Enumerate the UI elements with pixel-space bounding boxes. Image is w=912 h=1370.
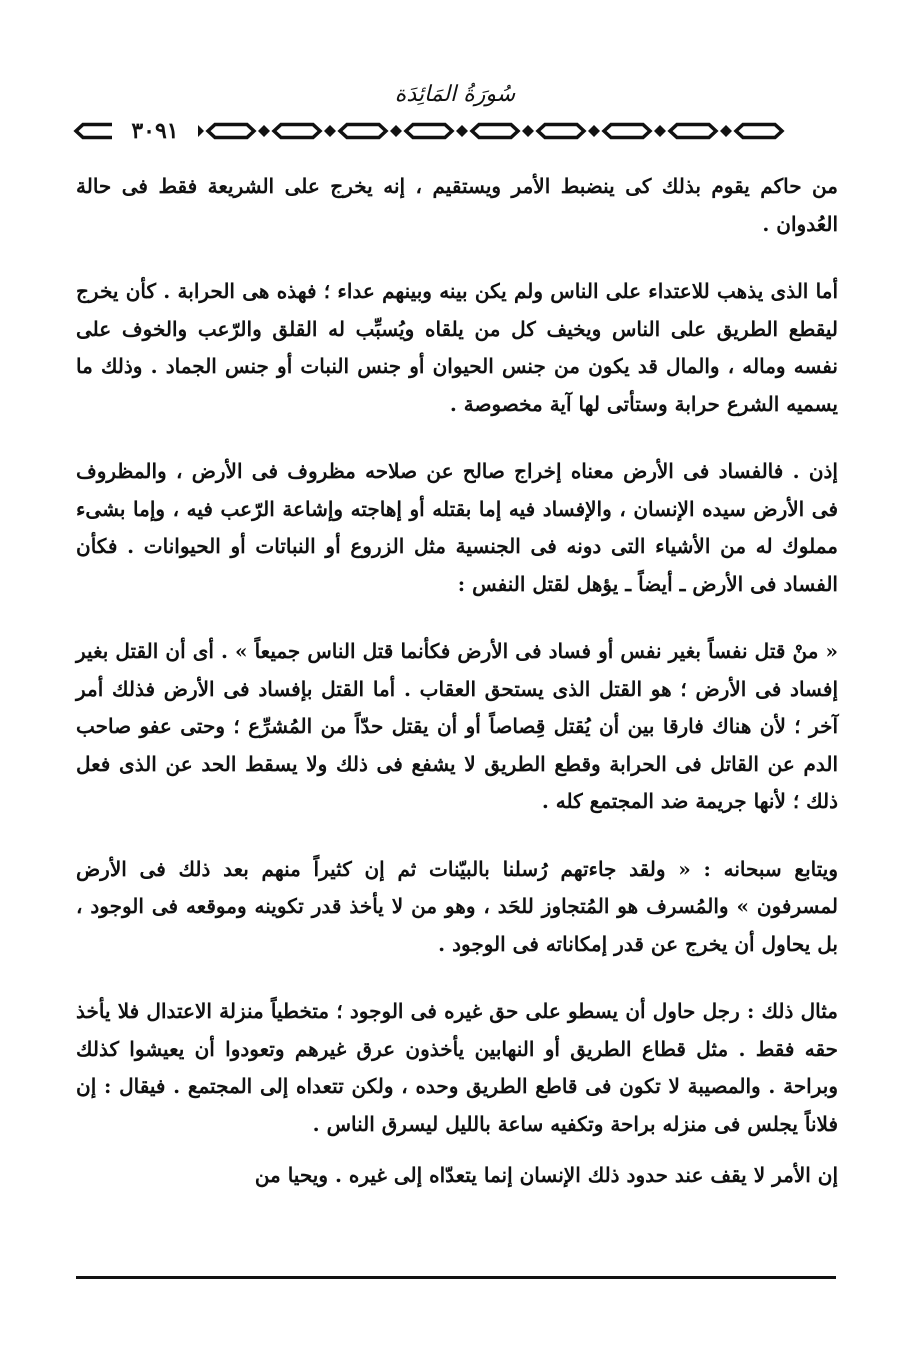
chain-link: [208, 125, 254, 138]
surah-title: سُورَةُ المَائِدَة: [394, 82, 516, 107]
paragraph-1: من حاكم يقوم بذلك كى ينضبط الأمر ويستقيم ، إنه يخرج على الشريعة فقط فى حالة العُدوان .: [76, 174, 838, 236]
paragraph-2: أما الذى يذهب للاعتداء على الناس ولم يكن بينه وبينهم عداء ؛ فهذه هى الحرابة . كأن يخرج ليقطع الطريق على الناس ويخيف كل من يلقاه ويُسبِّب له القلق والرّعب والخوف على نفسه وماله ، والمال قد يكون من جنس الحيوان أو جنس النبات أو جنس الجماد . وذلك ما يسميه الشرع حرابة وستأتى لها آية مخصوصة .: [76, 279, 838, 416]
chain-link: [406, 125, 452, 138]
footer-divider: [76, 1276, 836, 1279]
chain-diamond: [324, 125, 336, 137]
chain-link: [670, 125, 716, 138]
chain-diamond: [456, 125, 468, 137]
chain-diamond: [390, 125, 402, 137]
chain-diamond: [654, 125, 666, 137]
chain-link: [472, 125, 518, 138]
paragraph-7: إن الأمر لا يقف عند حدود ذلك الإنسان إنما يتعدّاه إلى غيره . ويحيا من: [254, 1163, 838, 1187]
chain-link: [736, 125, 782, 138]
paragraph-5: ويتابع سبحانه : « ولقد جاءتهم رُسلنا بالبيّنات ثم إن كثيراً منهم بعد ذلك فى الأرض لمسرفون » والمُسرف هو المُتجاوز للحَد ، وهو من لا يأخذ قدر تكوينه وموقعه فى الوجود ، بل يحاول أن يخرج عن قدر إمكاناته فى الوجود .: [76, 856, 838, 956]
page-body: [76, 168, 838, 1225]
chain-diamond: [720, 125, 732, 137]
chain-diamond: [522, 125, 534, 137]
chain-diamond: [258, 125, 270, 137]
paragraph-3: إذن . فالفساد فى الأرض معناه إخراج صالح عن صلاحه مظروف فى الأرض ، والمظروف فى الأرض سيده الإنسان ، والإفساد فيه إما بقتله أو إهاجته وإشاعة الرّعب فيه ، وإما بشىء مملوك له من الأشياء التى دونه فى الجنسية مثل الزروع أو النباتات أو الحيوانات . فكأن الفساد فى الأرض ـ أيضاً ـ يؤهل لقتل النفس :: [76, 459, 838, 596]
page-header: [72, 78, 838, 148]
chain-link: [340, 125, 386, 138]
chain-link: [538, 125, 584, 138]
paragraph-4: « منْ قتل نفساً بغير نفس أو فساد فى الأرض فكأنما قتل الناس جميعاً » . أى أن القتل بغير إفساد فى الأرض ؛ هو القتل الذى يستحق العقاب . أما القتل بإفساد فى الأرض فذلك أمر آخر ؛ لأن هناك فارقا بين أن يُقتل قِصاصاً أو أن يقتل حدّاً من المُشرِّع ؛ وحتى عفو صاحب الدم عن القاتل فى الحرابة وقطع الطريق لا يشفع فى ذلك ولا يسقط الحد عن الذى فعل ذلك ؛ لأنها جريمة ضد المجتمع كله .: [76, 639, 838, 813]
chain-diamond: [588, 125, 600, 137]
chain-link: [604, 125, 650, 138]
paragraph-6: مثال ذلك : رجل حاول أن يسطو على حق غيره فى الوجود ؛ متخطياً منزلة الاعتدال فلا يأخذ حقه فقط . مثل قطاع الطريق أو النهابين يأخذون عرق غيرهم وتعودوا أن يعيشوا كذلك وبراحة . والمصيبة لا تكون فى قاطع الطريق وحده ، ولكن تتعداه إلى المجتمع . فيقال : إن فلاناً يجلس فى منزله براحة وتكفيه ساعة بالليل ليسرق الناس .: [76, 999, 838, 1136]
chain-link: [274, 125, 320, 138]
page-number: ٣٠٩١: [112, 118, 198, 144]
ornamental-border: [72, 118, 838, 144]
